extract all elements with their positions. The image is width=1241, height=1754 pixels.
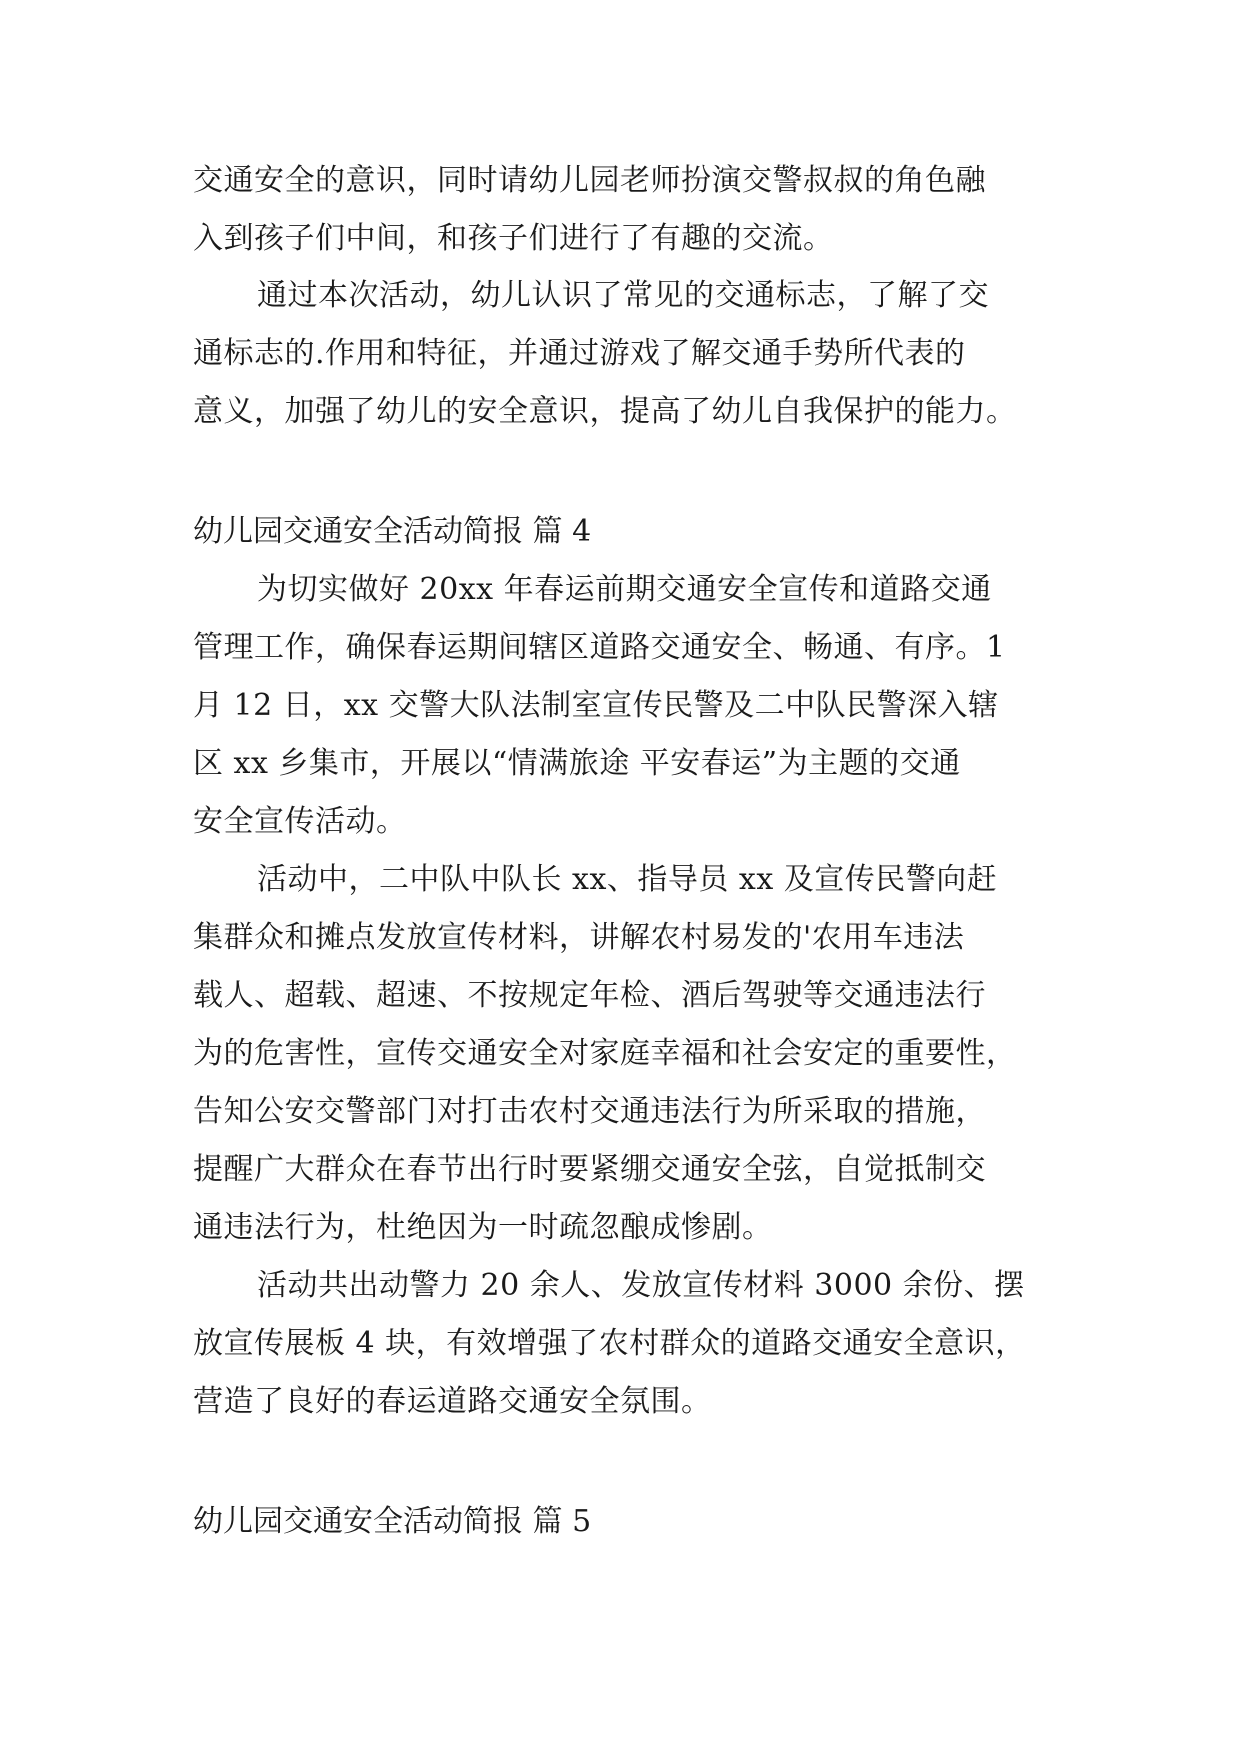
paragraph-line: 入到孩子们中间，和孩子们进行了有趣的交流。 [193,221,834,256]
paragraph-line: 提醒广大群众在春节出行时要紧绷交通安全弦，自觉抵制交 [193,1152,986,1187]
paragraph-line: 载人、超载、超速、不按规定年检、酒后驾驶等交通违法行 [193,978,986,1013]
paragraph-line: 月 12 日，xx 交警大队法制室宣传民警及二中队民警深入辖 [193,688,999,723]
paragraph-line: 交通安全的意识，同时请幼儿园老师扮演交警叔叔的角色融 [193,163,986,198]
paragraph-line: 活动中，二中队中队长 xx、指导员 xx 及宣传民警向赶 [257,862,998,897]
paragraph-line: 集群众和摊点发放宣传材料，讲解农村易发的'农用车违法 [193,920,965,955]
paragraph-line: 通违法行为，杜绝因为一时疏忽酿成惨剧。 [193,1210,773,1245]
paragraph-line: 为的危害性，宣传交通安全对家庭幸福和社会安定的重要性， [193,1036,1017,1071]
paragraph-line: 区 xx 乡集市，开展以“情满旅途 平安春运”为主题的交通 [193,746,961,781]
paragraph-line: 管理工作，确保春运期间辖区道路交通安全、畅通、有序。1 [193,630,1006,665]
section-heading: 幼儿园交通安全活动简报 篇 5 [193,1504,592,1539]
paragraph-line: 营造了良好的春运道路交通安全氛围。 [193,1384,712,1419]
paragraph-line: 为切实做好 20xx 年春运前期交通安全宣传和道路交通 [257,572,992,607]
paragraph-line: 通标志的.作用和特征，并通过游戏了解交通手势所代表的 [193,336,966,371]
section-heading: 幼儿园交通安全活动简报 篇 4 [193,514,592,549]
paragraph-line: 告知公安交警部门对打击农村交通违法行为所采取的措施， [193,1094,986,1129]
paragraph-line: 活动共出动警力 20 余人、发放宣传材料 3000 余份、摆 [257,1268,1025,1303]
paragraph-line: 安全宣传活动。 [193,804,407,839]
paragraph-line: 意义，加强了幼儿的安全意识，提高了幼儿自我保护的能力。 [193,394,1017,429]
paragraph-line: 放宣传展板 4 块，有效增强了农村群众的道路交通安全意识， [193,1326,1026,1361]
paragraph-line: 通过本次活动，幼儿认识了常见的交通标志，了解了交 [257,278,989,313]
